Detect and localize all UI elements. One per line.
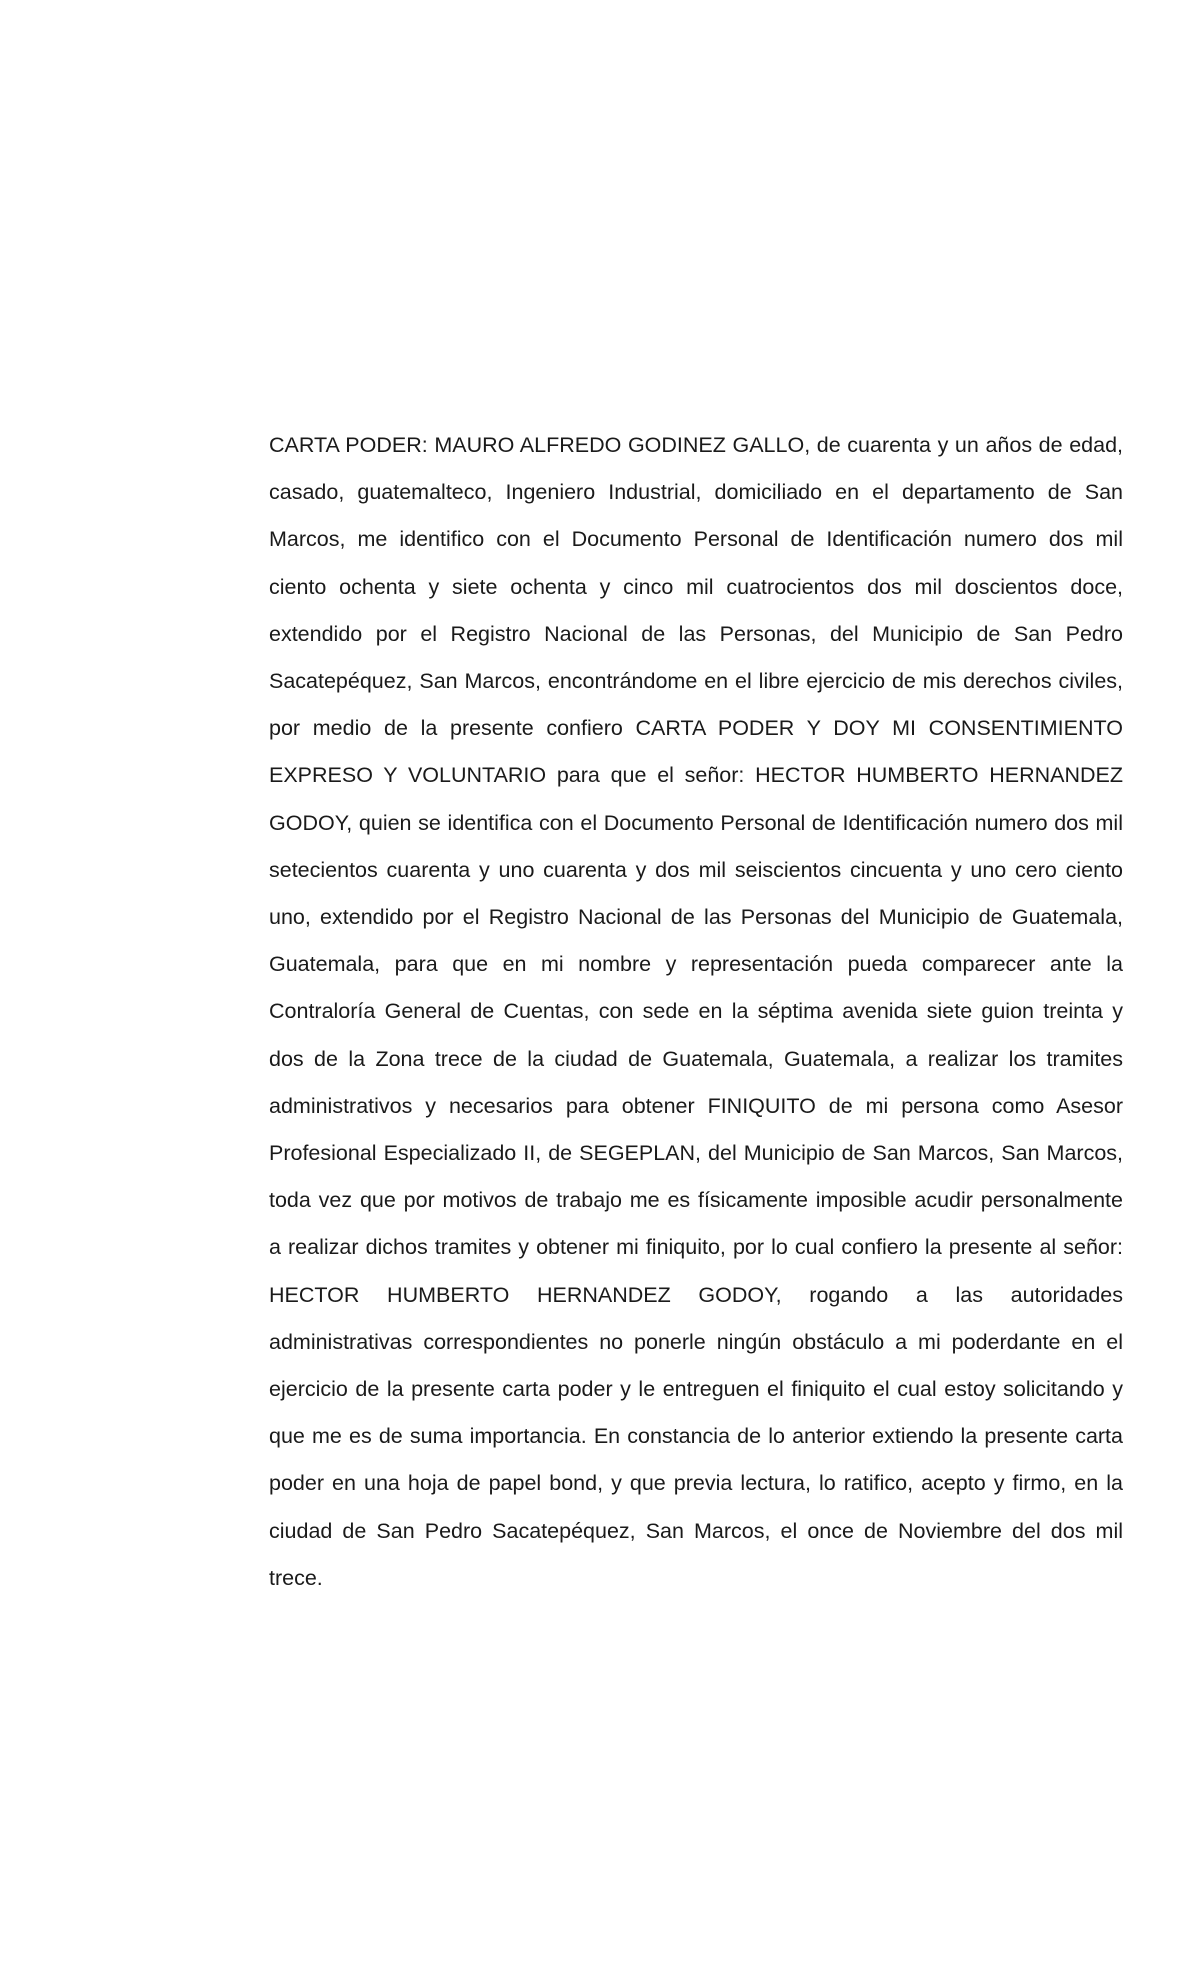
carta-poder-paragraph: CARTA PODER: MAURO ALFREDO GODINEZ GALLO, de cuarenta y un años de edad, casado, guatemalteco, Ingeniero Industrial, domiciliado en el departamento de San Marcos, me identifico con el Documento Personal de Identificación numero dos mil ciento ochenta y siete ochenta y cinco mil cuatrocientos dos mil doscientos doce, extendido por el Registro Nacional de las Personas, del Municipio de San Pedro Sacatepéquez, San Marcos, encontrándome en el libre ejercicio de mis derechos civiles, por medio de la presente confiero CARTA PODER Y DOY MI CONSENTIMIENTO EXPRESO Y VOLUNTARIO para que el señor: HECTOR HUMBERTO HERNANDEZ GODOY, quien se identifica con el Documento Personal de Identificación numero dos mil setecientos cuarenta y uno cuarenta y dos mil seiscientos cincuenta y uno cero ciento uno, extendido por el Registro Nacional de las Personas del Municipio de Guatemala, Guatemala, para que en mi nombre y representación pueda comparecer ante la Contraloría General de Cuentas, con sede en la séptima avenida siete guion treinta y dos de la Zona trece de la ciudad de Guatemala, Guatemala, a realizar los tramites administrativos y necesarios para obtener FINIQUITO de mi persona como Asesor Profesional Especializado II, de SEGEPLAN, del Municipio de San Marcos, San Marcos, toda vez que por motivos de trabajo me es físicamente imposible acudir personalmente a realizar dichos tramites y obtener mi finiquito, por lo cual confiero la presente al señor: HECTOR HUMBERTO HERNANDEZ GODOY, rogando a las autoridades administrativas correspondientes no ponerle ningún obstáculo a mi poderdante en el ejercicio de la presente carta poder y le entreguen el finiquito el cual estoy solicitando y que me es de suma importancia. En constancia de lo anterior extiendo la presente carta poder en una hoja de papel bond, y que previa lectura, lo ratifico, acepto y firmo, en la ciudad de San Pedro Sacatepéquez, San Marcos, el once de Noviembre del dos mil trece. bbox=[269, 433, 1123, 1590]
